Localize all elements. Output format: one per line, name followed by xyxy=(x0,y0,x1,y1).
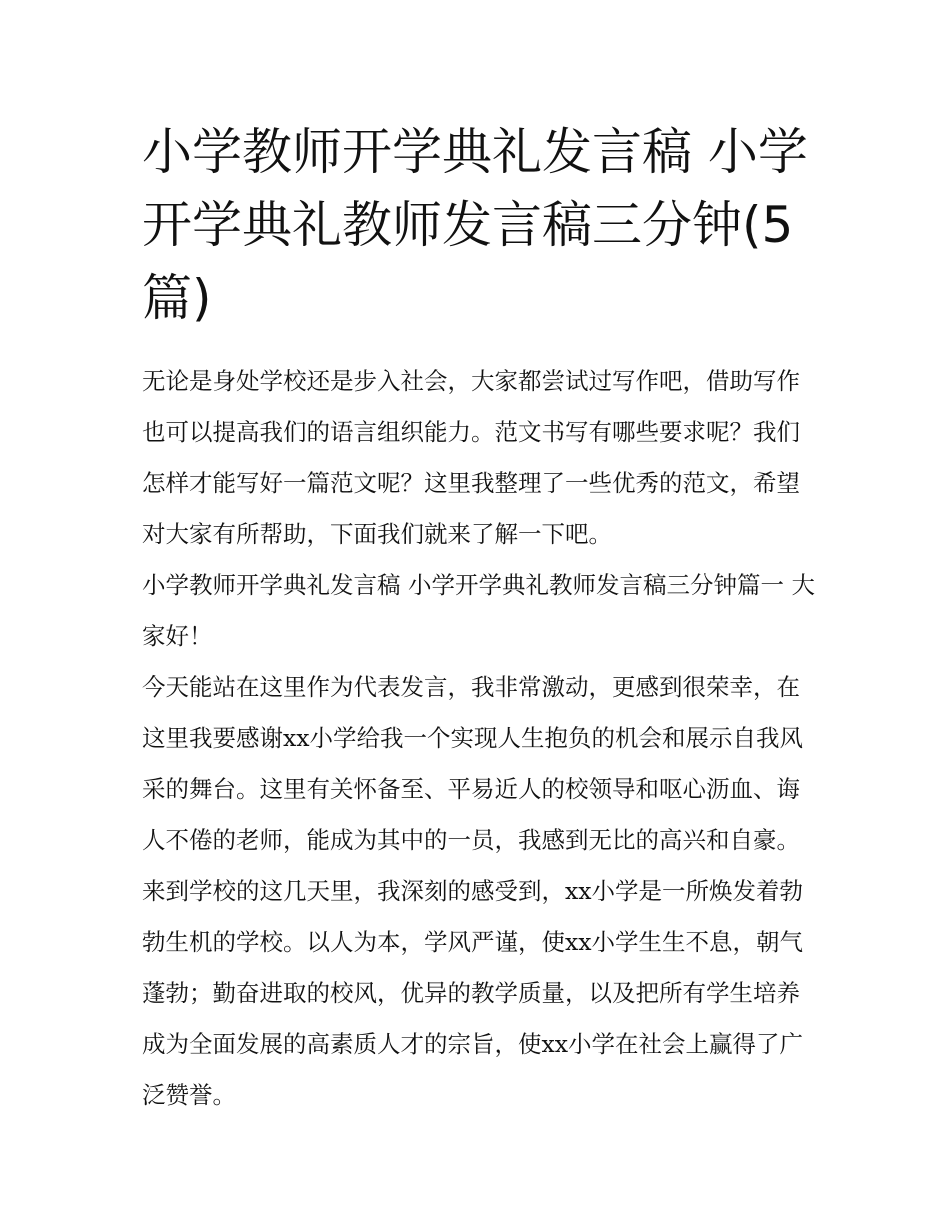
section-heading-paragraph: 小学教师开学典礼发言稿 小学开学典礼教师发言稿三分钟篇一 大家好！ xyxy=(142,571,815,650)
document-title: 小学教师开学典礼发言稿 小学开学典礼教师发言稿三分钟(5篇) xyxy=(142,123,808,327)
intro-paragraph: 无论是身处学校还是步入社会，大家都尝试过写作吧，借助写作也可以提高我们的语言组织能力。范文书写有哪些要求呢？我们怎样才能写好一篇范文呢？这里我整理了一些优秀的范文，希望对大家有所帮助，下面我们就来了解一下吧。 xyxy=(142,367,800,548)
document-body xyxy=(142,356,822,1121)
speech-paragraph: 今天能站在这里作为代表发言，我非常激动，更感到很荣幸，在这里我要感谢xx小学给我一个实现人生抱负的机会和展示自我风采的舞台。这里有关怀备至、平易近人的校领导和呕心沥血、诲人不倦的老师，能成为其中的一员，我感到无比的高兴和自豪。来到学校的这几天里，我深刻的感受到，xx小学是一所焕发着勃勃生机的学校。以人为本，学风严谨，使xx小学生生不息，朝气蓬勃；勤奋进取的校风，优异的教学质量，以及把所有学生培养成为全面发展的高素质人才的宗旨，使xx小学在社会上赢得了广泛赞誉。 xyxy=(142,673,804,1109)
